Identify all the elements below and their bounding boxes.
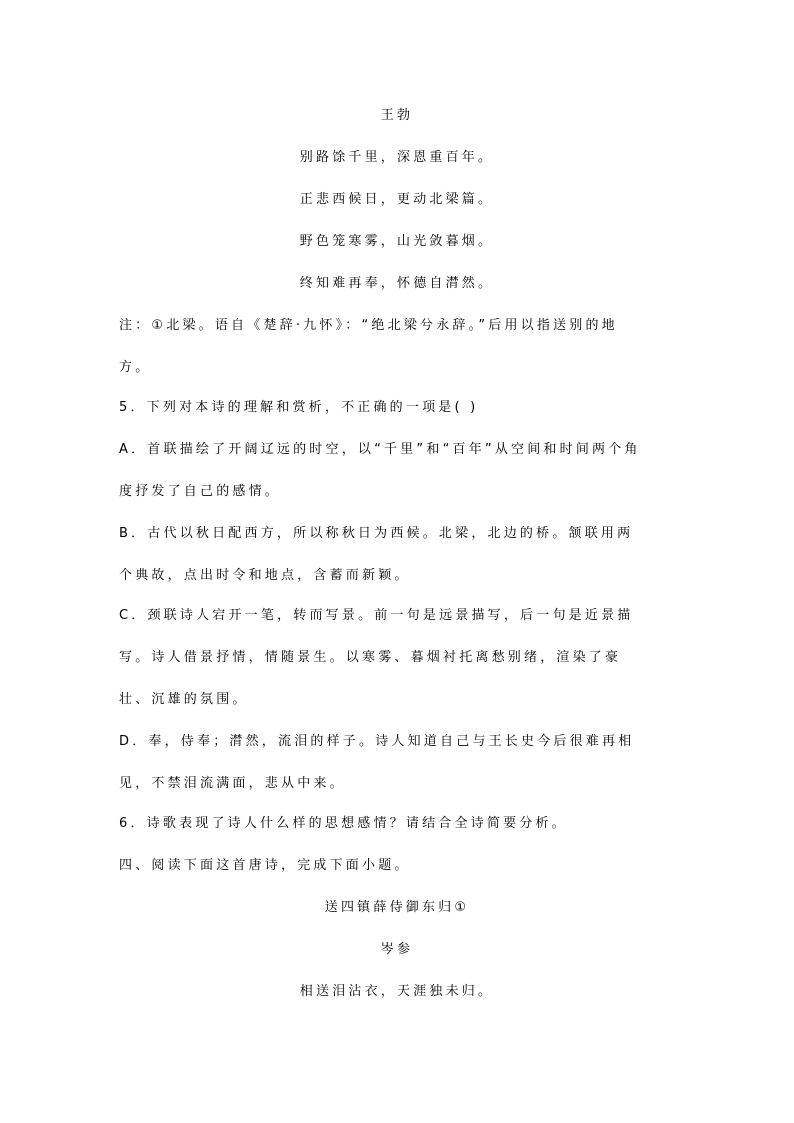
option-a-line-2: 度抒发了自己的感情。 xyxy=(119,484,282,499)
poem1-author: 王勃 xyxy=(380,108,414,123)
option-a-line-1: A．首联描绘了开阔辽远的时空，以“千里”和“百年”从空间和时间两个角 xyxy=(119,442,641,457)
note-line-1: 注：①北梁。语自《楚辞·九怀》：“绝北梁兮永辞。”后用以指送别的地 xyxy=(119,318,618,333)
note-line-2: 方。 xyxy=(119,360,152,375)
option-c-line-2: 写。诗人借景抒情，情随景生。以寒雾、暮烟衬托离愁别绪，渲染了豪 xyxy=(119,650,622,665)
poem2-author: 岑参 xyxy=(380,942,414,957)
option-c-line-1: C．颈联诗人宕开一笔，转而写景。前一句是远景描写，后一句是近景描 xyxy=(119,608,634,623)
poem1-line-3: 野色笼寒雾，山光敛暮烟。 xyxy=(299,234,495,249)
option-b-line-2: 个典故，点出时令和地点，含蓄而新颖。 xyxy=(119,568,411,583)
question-6: 6．诗歌表现了诗人什么样的思想感情？请结合全诗简要分析。 xyxy=(119,816,568,831)
option-b-line-1: B．古代以秋日配西方，所以称秋日为西候。北梁，北边的桥。颔联用两 xyxy=(119,526,634,541)
poem1-line-4: 终知难再奉，怀德自潸然。 xyxy=(299,276,495,291)
option-d-line-2: 见，不禁泪流满面，悲从中来。 xyxy=(119,776,346,791)
option-c-line-3: 壮、沉雄的氛围。 xyxy=(119,692,249,707)
poem2-line-1: 相送泪沾衣，天涯独未归。 xyxy=(299,984,495,999)
poem1-line-1: 别路馀千里，深恩重百年。 xyxy=(299,150,495,165)
poem1-line-2: 正悲西候日，更动北梁篇。 xyxy=(299,192,495,207)
poem2-title: 送四镇薛侍御东归① xyxy=(324,900,470,915)
option-d-line-1: D．奉，侍奉；潸然，流泪的样子。诗人知道自己与王长史今后很难再相 xyxy=(119,734,635,749)
section-4-heading: 四、阅读下面这首唐诗，完成下面小题。 xyxy=(119,858,411,873)
question-5-stem: 5．下列对本诗的理解和赏析，不正确的一项是( ) xyxy=(119,400,479,415)
